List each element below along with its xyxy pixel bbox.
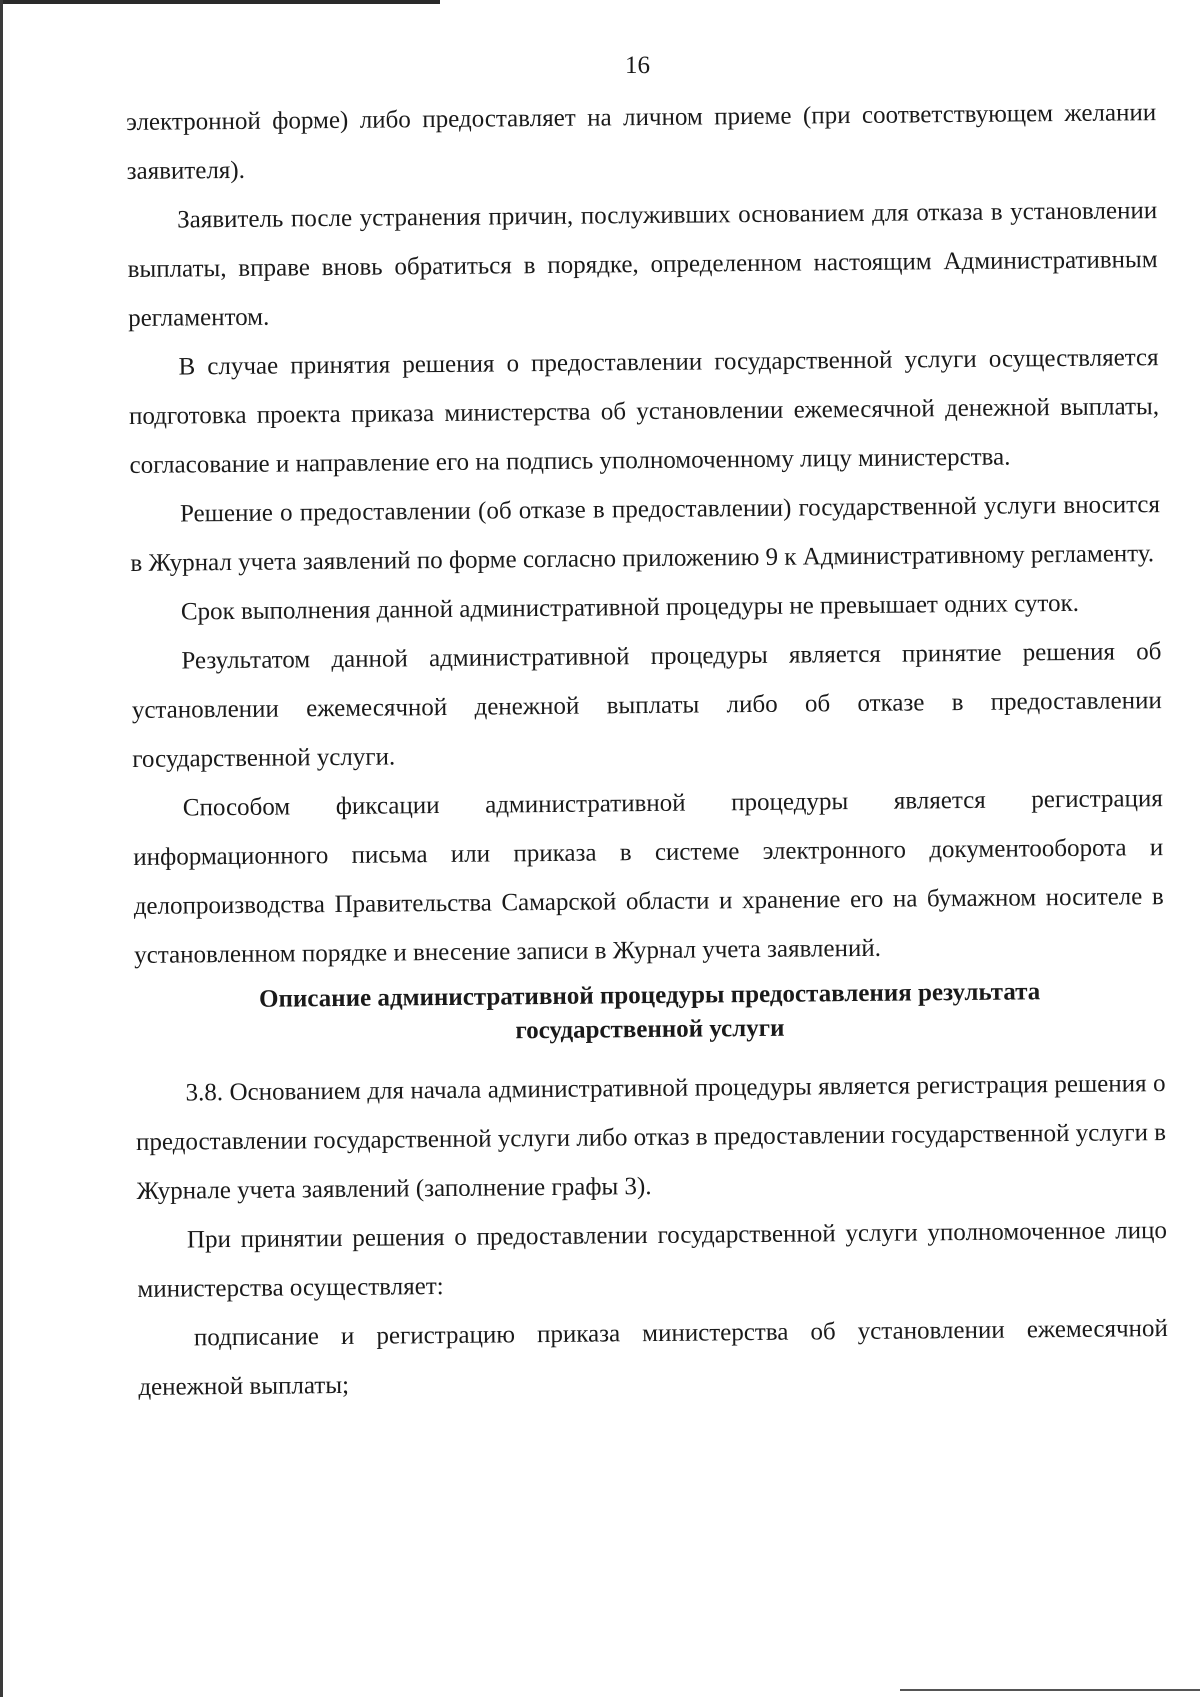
- paragraph-decision-actions: При принятии решения о предоставлении государственной услуги уполномоченное лицо министерства осуществляет:: [137, 1217, 1168, 1303]
- paragraph-continuation: электронной форме) либо предоставляет на личном приеме (при соответствующем желании заявителя).: [126, 99, 1157, 185]
- paragraph-3-8: 3.8. Основанием для начала административной процедуры является регистрация решения о предоставлении государственной услуги либо отказ в предоставлении государственной услуги в Журнале учета заявлений (заполнение графы 3).: [135, 1070, 1167, 1205]
- section-heading: [135, 974, 1166, 1052]
- paragraph-reapplication: Заявитель после устранения причин, послуживших основанием для отказа в установлении выплаты, вправе вновь обратиться в порядке, определенном настоящим Административным регламентом.: [127, 197, 1158, 332]
- section-heading-line-2: государственной услуги: [515, 1014, 785, 1045]
- page-number: 16: [625, 52, 650, 79]
- scan-left-edge: [0, 0, 3, 1697]
- scan-bottom-mark: [900, 1689, 1200, 1691]
- section-heading-line-1: Описание административной процедуры предоставления результата: [258, 978, 1041, 1013]
- paragraph-journal-entry: Решение о предоставлении (об отказе в предоставлении) государственной услуги вносится в Журнал учета заявлений по форме согласно приложению 9 к Административному регламенту.: [130, 491, 1161, 577]
- list-item-signing: подписание и регистрацию приказа министерства об установлении ежемесячной денежной выплаты;: [138, 1315, 1168, 1401]
- paragraph-order-preparation: В случае принятия решения о предоставлении государственной услуги осуществляется подготовка проекта приказа министерства об установлении ежемесячной денежной выплаты, согласование и направление его на подпись уполномоченному лицу министерства.: [128, 344, 1160, 479]
- paragraph-fixation-method: Способом фиксации административной процедуры является регистрация информационного письма или приказа в системе электронного документооборота и делопроизводства Правительства Самарской области и хранение его на бумажном носителе в установленном порядке и внесение записи в Журнал учета заявлений.: [133, 785, 1164, 969]
- document-body: [126, 88, 1169, 1412]
- scan-top-edge: [0, 0, 440, 4]
- paragraph-result: Результатом данной административной процедуры является принятие решения об установлении ежемесячной денежной выплаты либо об отказе в предоставлении государственной услуги.: [131, 638, 1162, 773]
- paragraph-deadline: Срок выполнения данной административной процедуры не превышает одних суток.: [180, 589, 1080, 626]
